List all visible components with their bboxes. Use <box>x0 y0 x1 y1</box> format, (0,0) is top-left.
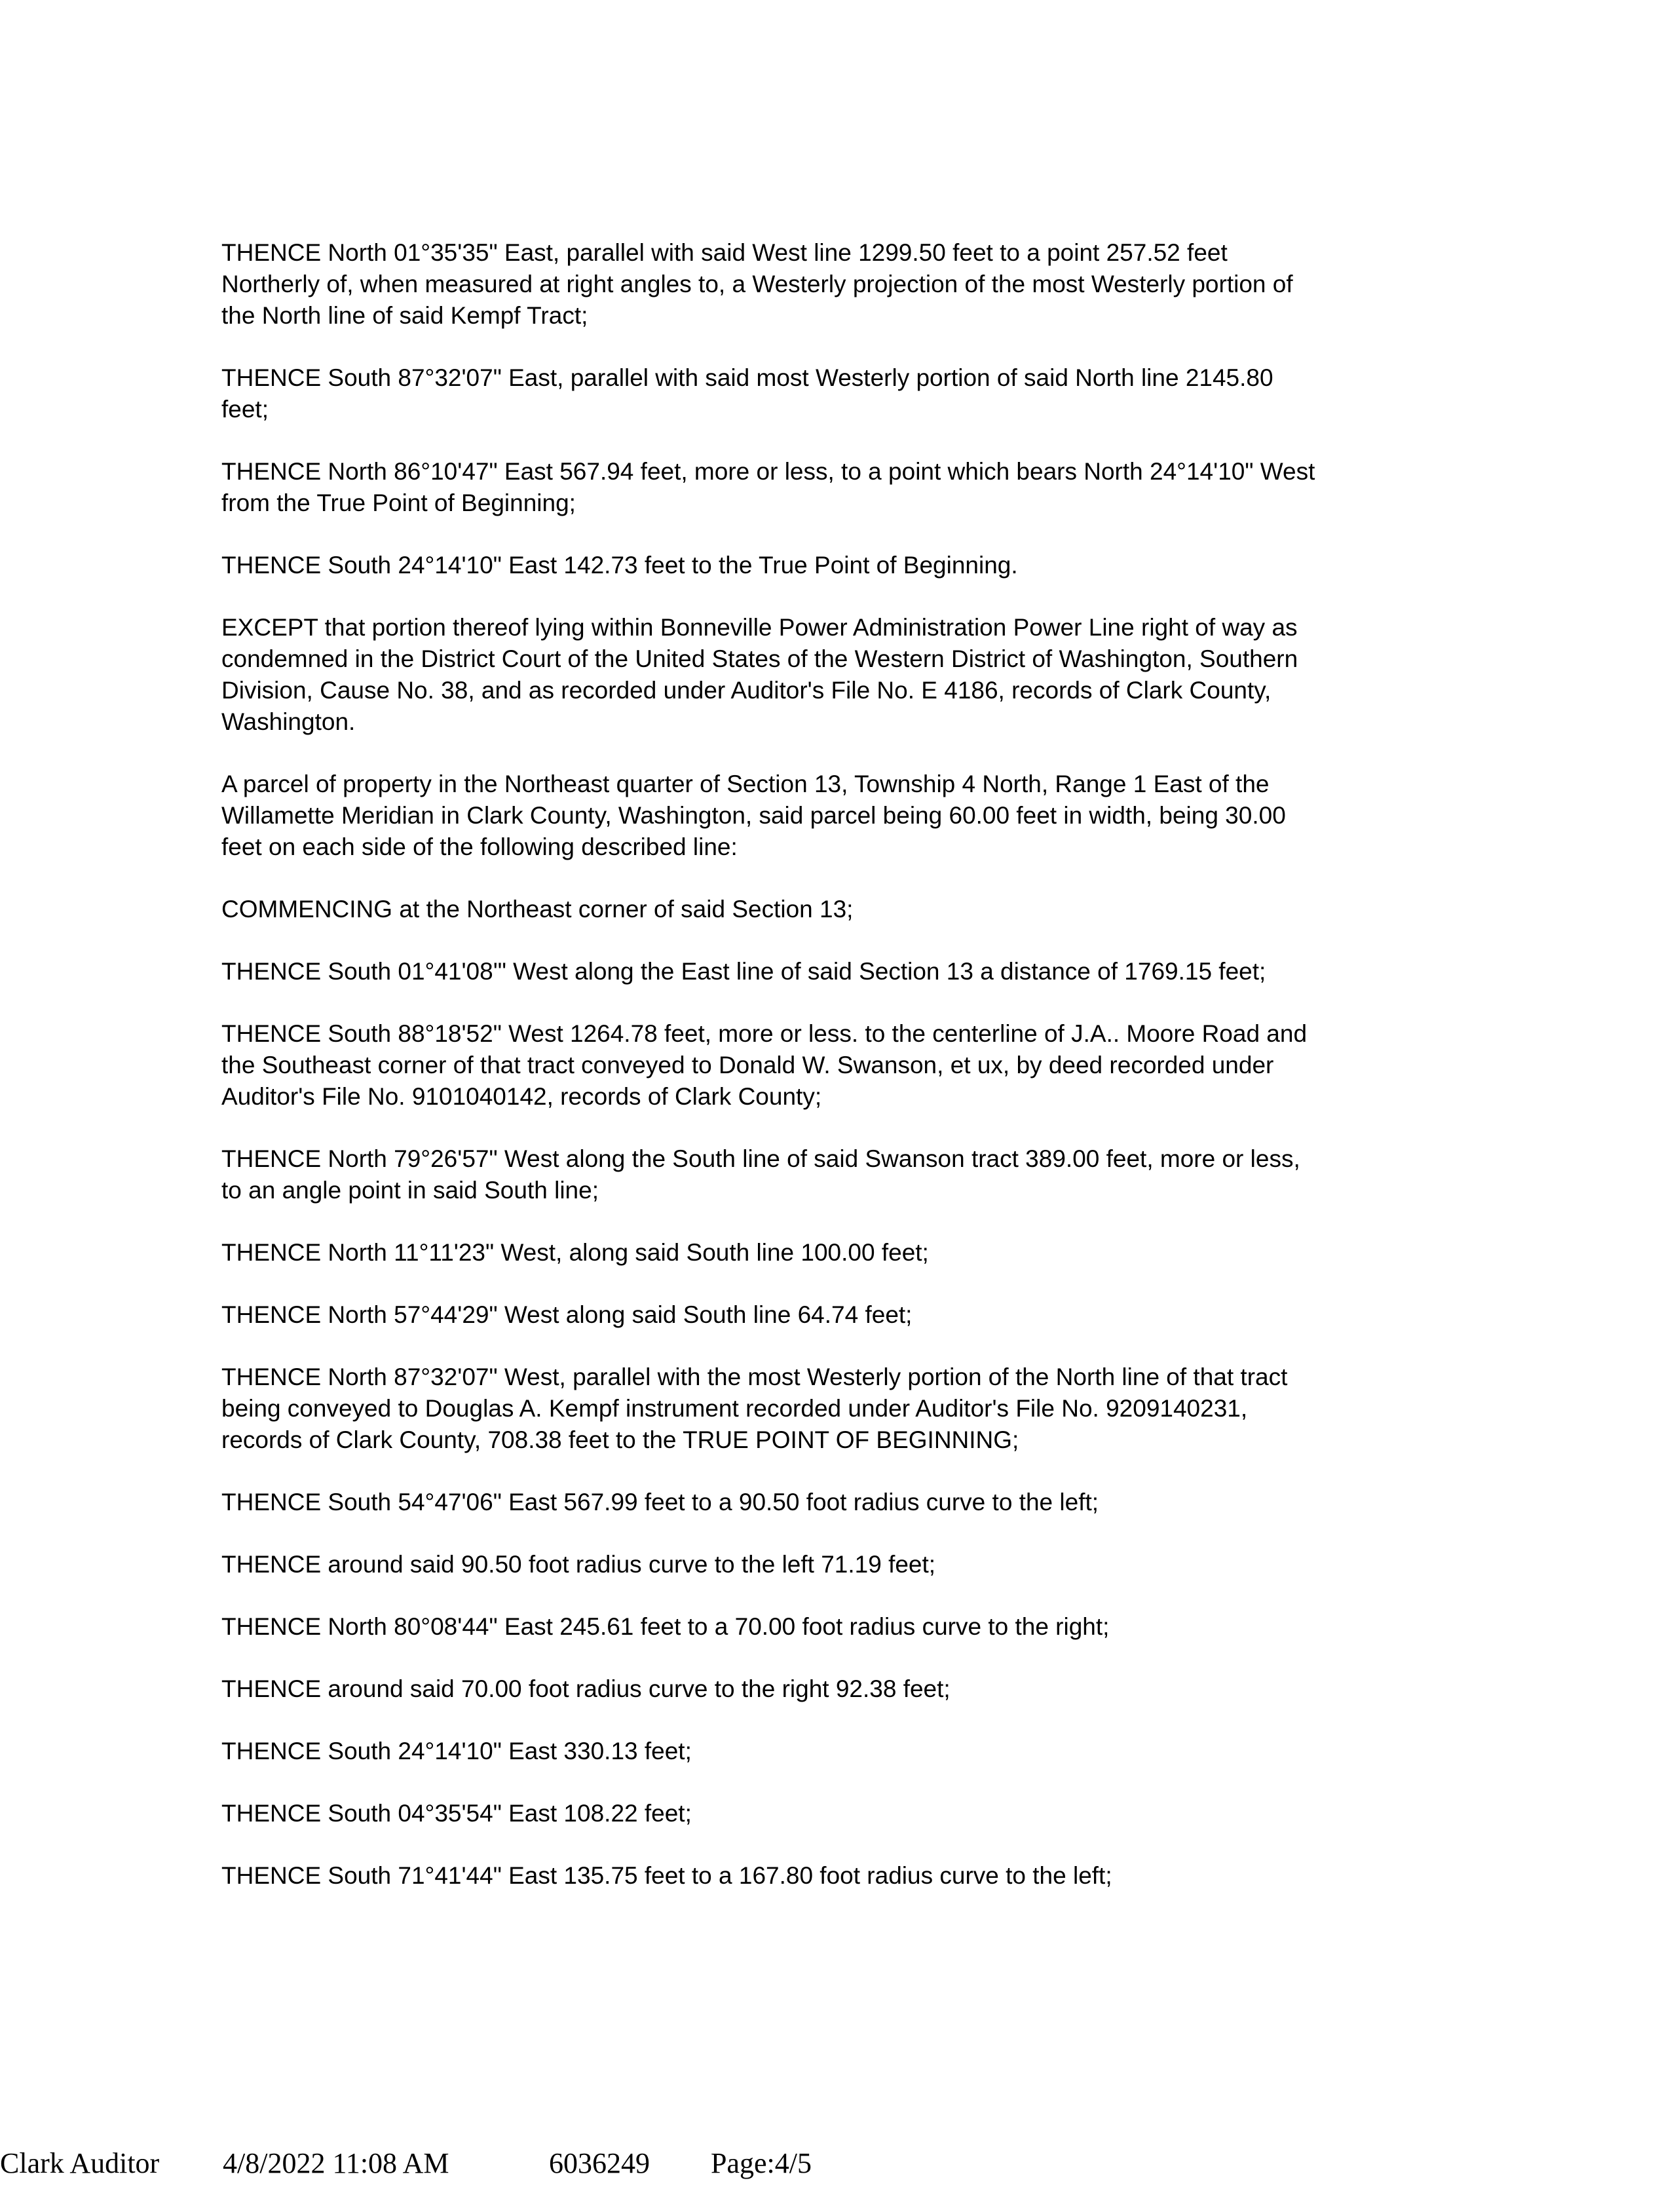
paragraph: THENCE South 04°35'54" East 108.22 feet; <box>221 1800 692 1827</box>
paragraph: THENCE South 54°47'06" East 567.99 feet to a 90.50 foot radius curve to the left; <box>221 1489 1099 1516</box>
paragraph: THENCE North 86°10'47" East 567.94 feet, more or less, to a point which bears North 24°14'10" West from the True Point of Beginning; <box>221 458 1315 516</box>
paragraph: THENCE North 80°08'44" East 245.61 feet to a 70.00 foot radius curve to the right; <box>221 1613 1110 1640</box>
paragraph: THENCE around said 90.50 foot radius curve to the left 71.19 feet; <box>221 1551 936 1578</box>
paragraph: COMMENCING at the Northeast corner of said Section 13; <box>221 896 854 923</box>
paragraph: THENCE South 71°41'44" East 135.75 feet to a 167.80 foot radius curve to the left; <box>221 1862 1112 1889</box>
paragraph: THENCE South 24°14'10" East 142.73 feet to the True Point of Beginning. <box>221 552 1018 579</box>
paragraph: THENCE North 79°26'57" West along the South line of said Swanson tract 389.00 feet, more or less, to an angle point in said South line; <box>221 1145 1300 1204</box>
recording-datetime: 4/8/2022 11:08 AM <box>223 2147 449 2179</box>
paragraph: EXCEPT that portion thereof lying within Bonneville Power Administration Power Line right of way as condemned in the District Court of the United States of the Western District of Washington, Southern Division, Cause No. 38, and as recorded under Auditor's File No. E 4186, records of Clark County, Washington. <box>221 614 1298 735</box>
paragraph: THENCE South 88°18'52" West 1264.78 feet, more or less. to the centerline of J.A.. Moore Road and the Southeast corner of that tract conveyed to Donald W. Swanson, et ux, by deed recorded under Auditor's File No. 9101040142, records of Clark County; <box>221 1020 1308 1110</box>
paragraph: THENCE North 87°32'07" West, parallel with the most Westerly portion of the North line of that tract being conveyed to Douglas A. Kempf instrument recorded under Auditor's File No. 9209140231, records of Clark County, 708.38 feet to the TRUE POINT OF BEGINNING; <box>221 1363 1288 1453</box>
paragraph: THENCE around said 70.00 foot radius curve to the right 92.38 feet; <box>221 1675 951 1702</box>
paragraph: THENCE North 57°44'29" West along said South line 64.74 feet; <box>221 1301 913 1328</box>
paragraph: THENCE North 11°11'23" West, along said South line 100.00 feet; <box>221 1239 929 1266</box>
document-number: 6036249 <box>549 2147 650 2179</box>
paragraph: THENCE South 24°14'10" East 330.13 feet; <box>221 1738 692 1764</box>
auditor-label: Clark Auditor <box>0 2147 160 2179</box>
legal-description-body <box>221 237 1466 1922</box>
paragraph: THENCE South 87°32'07" East, parallel with said most Westerly portion of said North line 2145.80 feet; <box>221 364 1273 423</box>
paragraph: THENCE South 01°41'08'" West along the East line of said Section 13 a distance of 1769.15 feet; <box>221 958 1266 985</box>
paragraph: THENCE North 01°35'35" East, parallel with said West line 1299.50 feet to a point 257.52 feet Northerly of, when measured at right angles to, a Westerly projection of the most Westerly portion of the North line of said Kempf Tract; <box>221 239 1293 329</box>
paragraph: A parcel of property in the Northeast quarter of Section 13, Township 4 North, Range 1 East of the Willamette Meridian in Clark County, Washington, said parcel being 60.00 feet in width, being 30.00 feet on each side of the following described line: <box>221 771 1286 860</box>
page-indicator: Page:4/5 <box>711 2147 812 2179</box>
